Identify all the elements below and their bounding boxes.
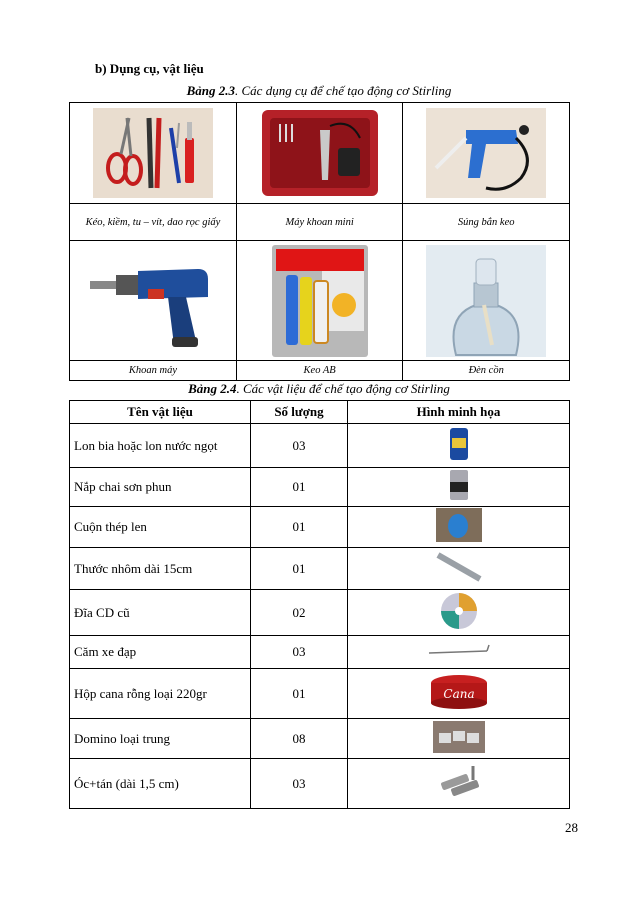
materials-table bbox=[69, 400, 570, 809]
table-row bbox=[70, 548, 570, 590]
material-qty: 01 bbox=[251, 468, 348, 507]
spray-paint-can-icon bbox=[448, 468, 470, 502]
bicycle-spoke-icon bbox=[427, 643, 491, 657]
material-qty: 03 bbox=[251, 424, 348, 468]
material-name: Đĩa CD cũ bbox=[70, 590, 251, 636]
tools-cell bbox=[236, 241, 403, 361]
table-row bbox=[70, 669, 570, 719]
aluminum-ruler-icon bbox=[434, 551, 484, 583]
glue-gun-photo bbox=[426, 108, 546, 198]
tools-table bbox=[69, 102, 570, 381]
material-qty: 01 bbox=[251, 669, 348, 719]
table-row bbox=[70, 719, 570, 759]
material-qty: 03 bbox=[251, 759, 348, 809]
cana-logo: Cana bbox=[442, 686, 475, 701]
domino-connector-icon bbox=[433, 721, 485, 753]
material-name: Cuộn thép len bbox=[70, 507, 251, 548]
material-name: Hộp cana rỗng loại 220gr bbox=[70, 669, 251, 719]
caption-number: Bảng 2.3 bbox=[186, 83, 236, 98]
tool-label: Súng bắn keo bbox=[403, 204, 570, 241]
material-name: Căm xe đạp bbox=[70, 636, 251, 669]
material-qty: 01 bbox=[251, 507, 348, 548]
caption-number: Bảng 2.4 bbox=[188, 381, 237, 396]
table-row bbox=[70, 507, 570, 548]
power-drill-photo bbox=[88, 251, 218, 351]
material-qty: 08 bbox=[251, 719, 348, 759]
section-heading: b) Dụng cụ, vật liệu bbox=[95, 61, 204, 76]
epoxy-glue-package-photo bbox=[272, 245, 368, 357]
tool-label: Máy khoan mini bbox=[236, 204, 403, 241]
tools-cell bbox=[70, 103, 237, 204]
tool-label: Đèn cồn bbox=[403, 361, 570, 381]
page-number: 28 bbox=[565, 820, 578, 835]
tools-cell bbox=[236, 103, 403, 204]
table-row bbox=[70, 424, 570, 468]
tools-cell bbox=[403, 241, 570, 361]
scissors-pliers-tools-photo bbox=[93, 108, 213, 198]
steel-wool-icon bbox=[436, 508, 482, 542]
material-name: Nắp chai sơn phun bbox=[70, 468, 251, 507]
table-row bbox=[70, 590, 570, 636]
beverage-can-icon bbox=[449, 426, 469, 462]
tools-cell bbox=[403, 103, 570, 204]
material-qty: 02 bbox=[251, 590, 348, 636]
mini-drill-kit-photo bbox=[260, 108, 380, 198]
material-name: Domino loại trung bbox=[70, 719, 251, 759]
screw-nut-icon bbox=[433, 762, 485, 802]
tool-label: Keo AB bbox=[236, 361, 403, 381]
table-caption-tools bbox=[0, 83, 638, 99]
material-name: Óc+tán (dài 1,5 cm) bbox=[70, 759, 251, 809]
material-name: Lon bia hoặc lon nước ngọt bbox=[70, 424, 251, 468]
tool-label: Kéo, kiềm, tu – vít, dao rọc giấy bbox=[70, 204, 237, 241]
caption-text: . Các dụng cụ để chế tạo động cơ Stirling bbox=[235, 83, 452, 98]
table-row bbox=[70, 759, 570, 809]
alcohol-lamp-photo bbox=[426, 245, 546, 357]
column-header: Số lượng bbox=[251, 401, 348, 424]
tool-label: Khoan máy bbox=[70, 361, 237, 381]
table-row bbox=[70, 636, 570, 669]
material-name: Thước nhôm dài 15cm bbox=[70, 548, 251, 590]
cd-disc-icon bbox=[439, 591, 479, 631]
column-header: Tên vật liệu bbox=[70, 401, 251, 424]
cana-tin-box-icon bbox=[429, 673, 489, 711]
table-caption-materials bbox=[0, 381, 638, 397]
caption-text: . Các vật liệu để chế tạo động cơ Stirling bbox=[236, 381, 450, 396]
material-qty: 03 bbox=[251, 636, 348, 669]
table-row bbox=[70, 468, 570, 507]
column-header: Hình minh họa bbox=[348, 401, 570, 424]
material-qty: 01 bbox=[251, 548, 348, 590]
tools-cell bbox=[70, 241, 237, 361]
